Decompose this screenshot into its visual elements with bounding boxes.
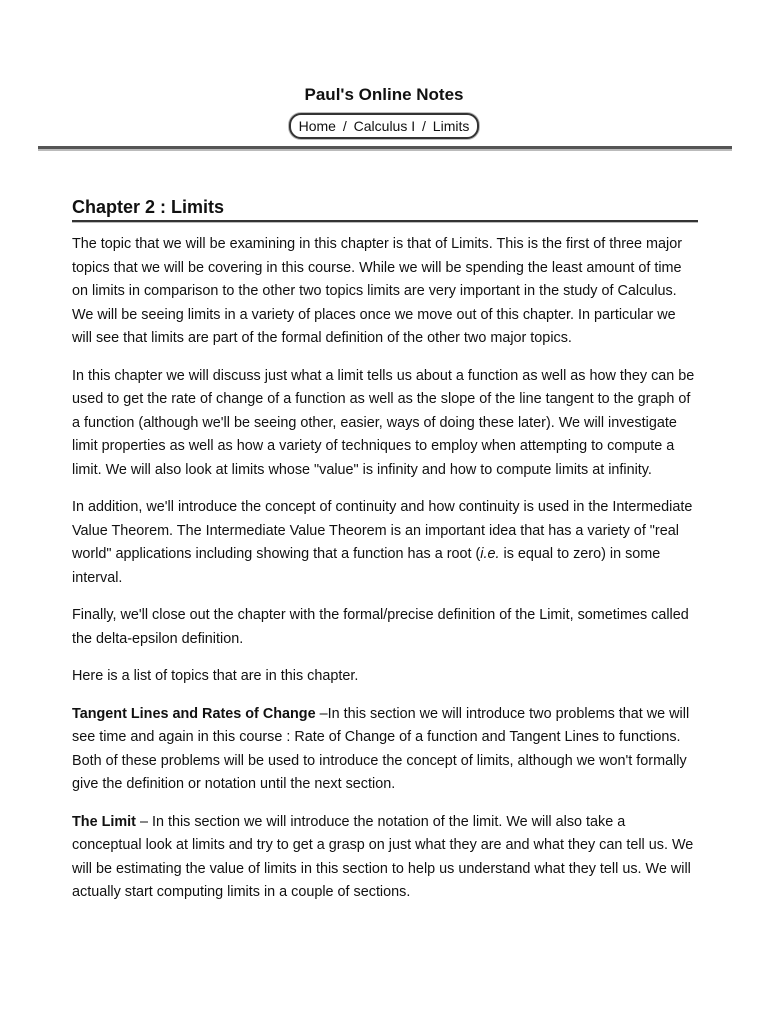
- main-content: [72, 196, 698, 905]
- intro-paragraph: Finally, we'll close out the chapter with the formal/precise definition of the Limit, sometimes called the delta-epsilon definition.: [72, 607, 689, 647]
- continuity-text: In addition, we'll introduce the concept of continuity and how continuity is used in the Intermediate Value Theorem. The Intermediate Value Theorem is an important idea that has a variety of "real world" applications including showing that a function has a root (: [72, 499, 693, 562]
- intro-paragraph: Here is a list of topics that are in this chapter.: [72, 668, 359, 684]
- topic-separator: –: [315, 705, 328, 722]
- topic-item: [72, 811, 698, 905]
- topic-item: [72, 703, 698, 797]
- topic-link-the-limit[interactable]: The Limit: [72, 813, 136, 830]
- site-title: Paul's Online Notes: [304, 85, 464, 104]
- topic-link-tangent-lines[interactable]: Tangent Lines and Rates of Change: [72, 705, 316, 722]
- breadcrumb-limits-link[interactable]: Limits: [432, 118, 470, 134]
- topic-separator: –: [135, 813, 152, 830]
- continuity-text: is equal to zero) in some interval.: [72, 546, 661, 586]
- breadcrumb-separator: /: [422, 118, 426, 134]
- breadcrumb-separator: /: [342, 118, 347, 134]
- chapter-title: Chapter 2 : Limits: [72, 196, 698, 222]
- breadcrumb-calculus-link[interactable]: Calculus I: [353, 118, 416, 134]
- intro-paragraph: The topic that we will be examining in this chapter is that of Limits. This is the first of three major topics that we will be covering in this course. While we will be spending the least amount of time on limits in comparison to the other two topics limits are very important in the study of Calculus. We will be seeing limits in a variety of places once we move out of this chapter. In particular we will see that limits are part of the formal definition of the other two major topics.: [72, 236, 682, 346]
- continuity-italic: i.e.: [480, 546, 500, 562]
- site-header: [0, 84, 768, 139]
- breadcrumb-home-link[interactable]: Home: [298, 118, 336, 134]
- header-divider: [38, 146, 732, 151]
- topic-description: In this section we will introduce the notation of the limit. We will also take a conceptual look at limits and try to get a grasp on just what they are and what they can tell us. We will be estimating the value of limits in this section to help us understand what they tell us. We will actually start computing limits in a couple of sections.: [72, 813, 694, 900]
- topic-description: In this section we will introduce two problems that we will see time and again in this course : Rate of Change of a function and Tangent Lines to functions. Both of these problems will be used to introduce the concept of limits, although we won't formally give the definition or notation until the next section.: [72, 705, 690, 792]
- continuity-paragraph: [72, 496, 698, 590]
- breadcrumb: [289, 113, 480, 139]
- intro-paragraph: In this chapter we will discuss just what a limit tells us about a function as well as how they can be used to get the rate of change of a function as well as the slope of the line tangent to the graph of a function (although we'll be seeing other, easier, ways of doing these later). We will investigate limit properties as well as how a variety of techniques to employ when attempting to compute a limit. We will also look at limits whose "value" is infinity and how to compute limits at infinity.: [72, 367, 695, 478]
